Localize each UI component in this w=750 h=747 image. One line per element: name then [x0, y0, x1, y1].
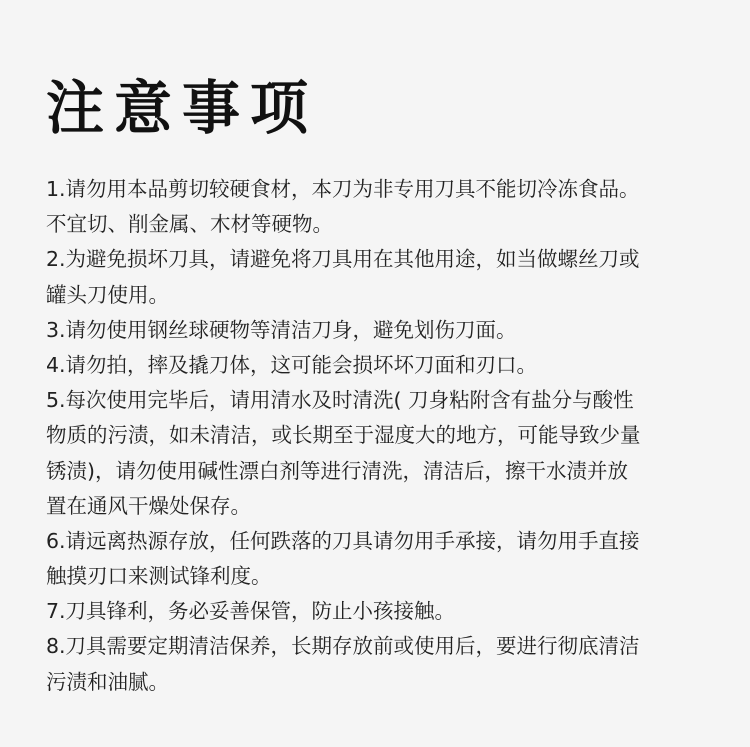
- note-7-line-1: 7.刀具锋利，务必妥善保管，防止小孩接触。: [46, 599, 456, 624]
- note-item-5: [46, 383, 726, 524]
- note-5-line-4: 置在通风干燥处保存。: [46, 493, 251, 518]
- note-6-line-1: 6.请远离热源存放，任何跌落的刀具请勿用手承接，请勿用手直接: [46, 528, 640, 553]
- note-item-3: [46, 313, 726, 348]
- note-3-line-1: 3.请勿使用钢丝球硬物等清洁刀身，避免划伤刀面。: [46, 317, 517, 342]
- notes-list: [46, 172, 726, 700]
- note-5-line-1: 5.每次使用完毕后，请用清水及时清洗( 刀身粘附含有盐分与酸性: [46, 388, 634, 413]
- note-8-line-1: 8.刀具需要定期清洁保养，长期存放前或使用后，要进行彻底清洁: [46, 634, 640, 659]
- note-2-line-2: 罐头刀使用。: [46, 282, 169, 307]
- note-4-line-1: 4.请勿拍，摔及撬刀体，这可能会损坏坏刀面和刃口。: [46, 352, 538, 377]
- note-item-8: [46, 629, 726, 699]
- note-item-4: [46, 348, 726, 383]
- note-2-line-1: 2.为避免损坏刀具，请避免将刀具用在其他用途，如当做螺丝刀或: [46, 247, 640, 272]
- note-8-line-2: 污渍和油腻。: [46, 669, 169, 694]
- note-1-line-1: 1.请勿用本品剪切较硬食材，本刀为非专用刀具不能切冷冻食品。: [46, 177, 640, 201]
- note-item-7: [46, 594, 726, 629]
- note-item-2: [46, 242, 726, 312]
- note-1-line-2: 不宜切、削金属、木材等硬物。: [46, 212, 333, 237]
- note-item-1: [46, 172, 726, 242]
- note-5-line-2: 物质的污渍，如未清洁，或长期至于湿度大的地方，可能导致少量: [46, 423, 641, 448]
- note-5-line-3: 锈渍)，请勿使用碱性漂白剂等进行清洗，清洁后，擦干水渍并放: [46, 458, 628, 483]
- note-6-line-2: 触摸刃口来测试锋利度。: [46, 564, 272, 589]
- page-title: 注意事项: [46, 74, 319, 142]
- note-item-6: [46, 524, 726, 594]
